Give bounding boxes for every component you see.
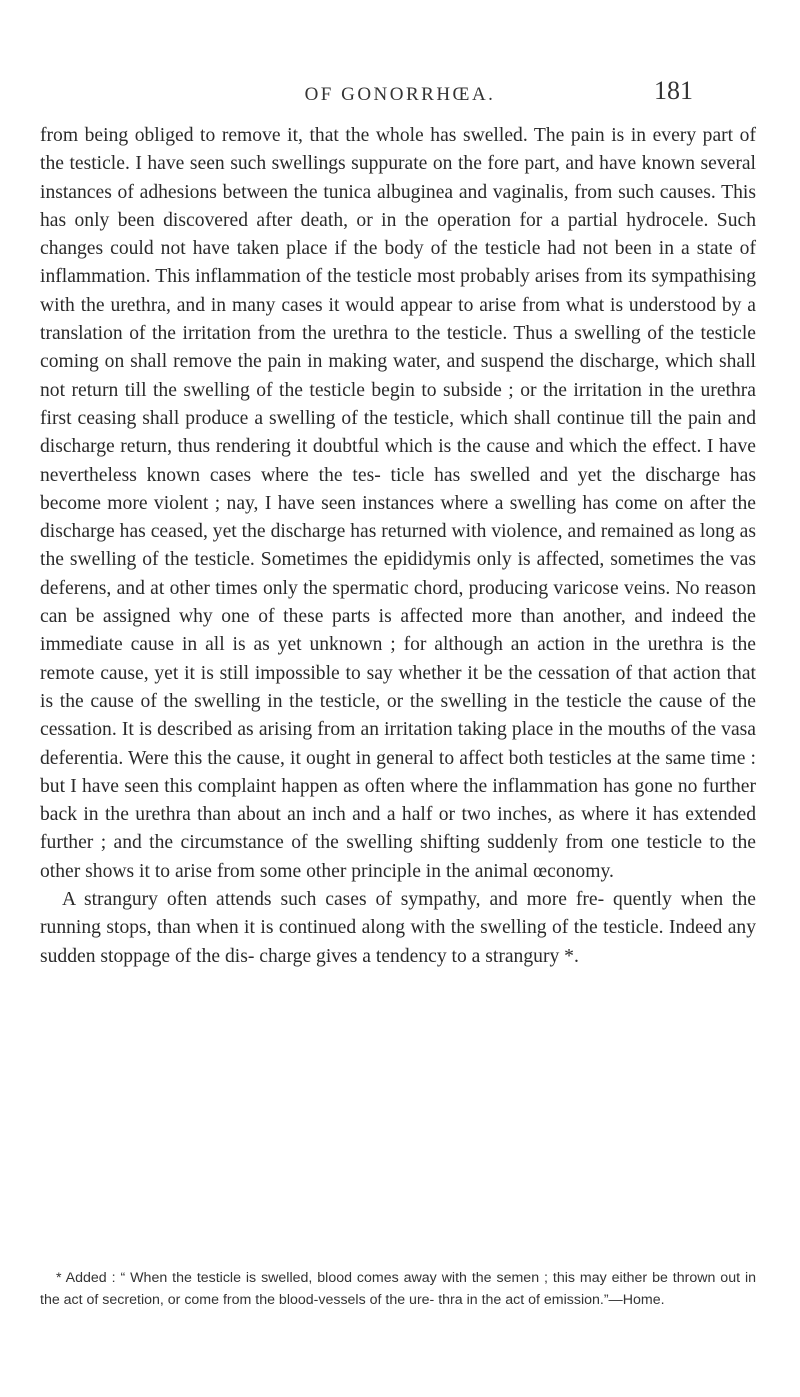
body-text: [40, 122, 756, 971]
footnote: [40, 1268, 756, 1311]
page-number: 181: [654, 76, 693, 105]
running-head: [0, 76, 800, 112]
running-title: OF GONORRHŒA.: [304, 84, 496, 105]
paragraph: from being obliged to remove it, that the whole has swelled. The pain is in every part of the testicle. I have seen such swellings suppurate on the fore part, and have known several instances of adhesions between the tunica albuginea and vaginalis, from such causes. This has only been discovered after death, or in the operation for a partial hydrocele. Such changes could not have taken place if the body of the testicle had not been in a state of inflammation. This inflammation of the testicle most probably arises from its sympathising with the urethra, and in many cases it would appear to arise from what is understood by a translation of the irritation from the urethra to the testicle. Thus a swelling of the testicle coming on shall remove the pain in making water, and suspend the discharge, which shall not return till the swelling of the testicle begin to subside ; or the irritation in the urethra first ceasing shall produce a swelling of the testicle, which shall continue till the pain and discharge return, thus rendering it doubtful which is the cause and which the effect. I have nevertheless known cases where the tes- ticle has swelled and yet the discharge has become more violent ; nay, I have seen instances where a swelling has come on after the discharge has ceased, yet the discharge has returned with violence, and remained as long as the swelling of the testicle. Sometimes the epididymis only is affected, sometimes the vas deferens, and at other times only the spermatic chord, producing varicose veins. No reason can be assigned why one of these parts is affected more than another, and indeed the immediate cause in all is as yet unknown ; for although an action in the urethra is the remote cause, yet it is still impossible to say whether it be the cessation of that action that is the cause of the swelling in the testicle, or the swelling in the testicle the cause of the cessation. It is described as arising from an irritation taking place in the mouths of the vasa deferentia. Were this the cause, it ought in general to affect both testicles at the same time : but I have seen this complaint happen as often where the inflammation has gone no further back in the urethra than about an inch and a half or two inches, as where it has extended further ; and the circumstance of the swelling shifting suddenly from one testicle to the other shows it to arise from some other principle in the animal œconomy.: [40, 125, 756, 882]
paragraph: A strangury often attends such cases of sympathy, and more fre- quently when the running stops, than when it is continued along with the swelling of the testicle. Indeed any sudden stoppage of the dis- charge gives a tendency to a strangury *.: [40, 889, 756, 967]
footnote-text: * Added : “ When the testicle is swelled, blood comes away with the semen ; this may either be thrown out in the act of secretion, or come from the blood-vessels of the ure- thra in the act of emission.”—Home.: [40, 1270, 756, 1308]
